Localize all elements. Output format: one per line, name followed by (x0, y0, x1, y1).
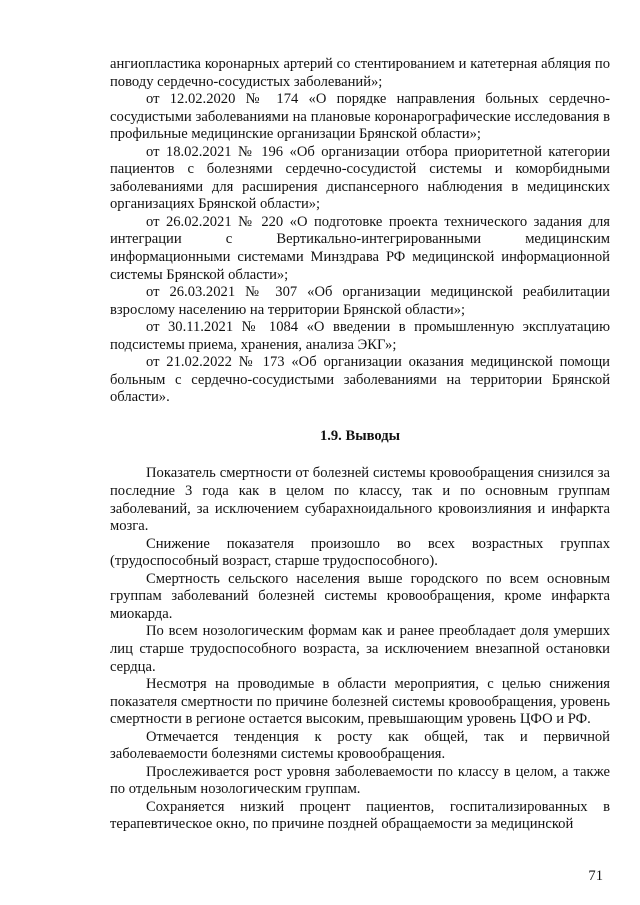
order-item: от 26.03.2021 № 307 «Об организации медицинской реабилитации взрослому населению на территории Брянской области»; (110, 284, 610, 318)
order-item: от 26.02.2021 № 220 «О подготовке проекта технического задания для интеграции с Вертикально-интегрированными медицинским информационными системами Минздрава РФ медицинской информационной системы Брянской области»; (110, 213, 610, 283)
order-item: от 30.11.2021 № 1084 «О введении в промышленную эксплуатацию подсистемы приема, хранения, анализа ЭКГ»; (110, 319, 610, 353)
conclusion-paragraph: Отмечается тенденция к росту как общей, так и первичной заболеваемости болезнями системы кровообращения. (110, 728, 610, 763)
conclusion-paragraph: Несмотря на проводимые в области мероприятия, с целью снижения показателя смертности по причине болезней системы кровообращения, уровень смертности в регионе остается высоким, превышающим уровень ЦФО и РФ. (110, 676, 610, 728)
conclusions-list (110, 465, 610, 833)
section-heading: 1.9. Выводы (319, 427, 401, 444)
conclusion-paragraph: Показатель смертности от болезней системы кровообращения снизился за последние 3 года как в целом по классу, так и по основным группам заболеваний, за исключением субарахноидального кровоизлияния и инфаркта мозга. (110, 465, 610, 535)
conclusion-paragraph: Сохраняется низкий процент пациентов, госпитализированных в терапевтическое окно, по причине поздней обращаемости за медицинской (110, 798, 610, 833)
page-number: 71 (588, 868, 603, 884)
conclusion-paragraph: Смертность сельского населения выше городского по всем основным группам заболеваний болезней системы кровообращения, кроме инфаркта миокарда. (110, 570, 610, 622)
conclusion-paragraph: Прослеживается рост уровня заболеваемости по классу в целом, а также по отдельным нозологическим группам. (110, 763, 610, 798)
order-item: ангиопластика коронарных артерий со стентированием и катетерная абляция по поводу сердечно-сосудистых заболеваний»; (110, 56, 610, 90)
order-item: от 21.02.2022 № 173 «Об организации оказания медицинской помощи больным с сердечно-сосудистыми заболеваниями на территории Брянской области». (110, 354, 610, 406)
order-item: от 18.02.2021 № 196 «Об организации отбора приоритетной категории пациентов с болезнями сердечно-сосудистой системы и коморбидными заболеваниями для расширения диспансерного наблюдения в медицинских организациях Брянской области»; (110, 143, 610, 213)
conclusion-paragraph: По всем нозологическим формам как и ранее преобладает доля умерших лиц старше трудоспособного возраста, за исключением внезапной остановки сердца. (110, 623, 610, 675)
conclusion-paragraph: Снижение показателя произошло во всех возрастных группах (трудоспособный возраст, старше трудоспособного). (110, 535, 610, 570)
orders-list (110, 56, 610, 407)
order-item: от 12.02.2020 № 174 «О порядке направления больных сердечно-сосудистыми заболеваниями на плановые коронарографические исследования в профильные медицинские организации Брянской области»; (110, 91, 610, 143)
